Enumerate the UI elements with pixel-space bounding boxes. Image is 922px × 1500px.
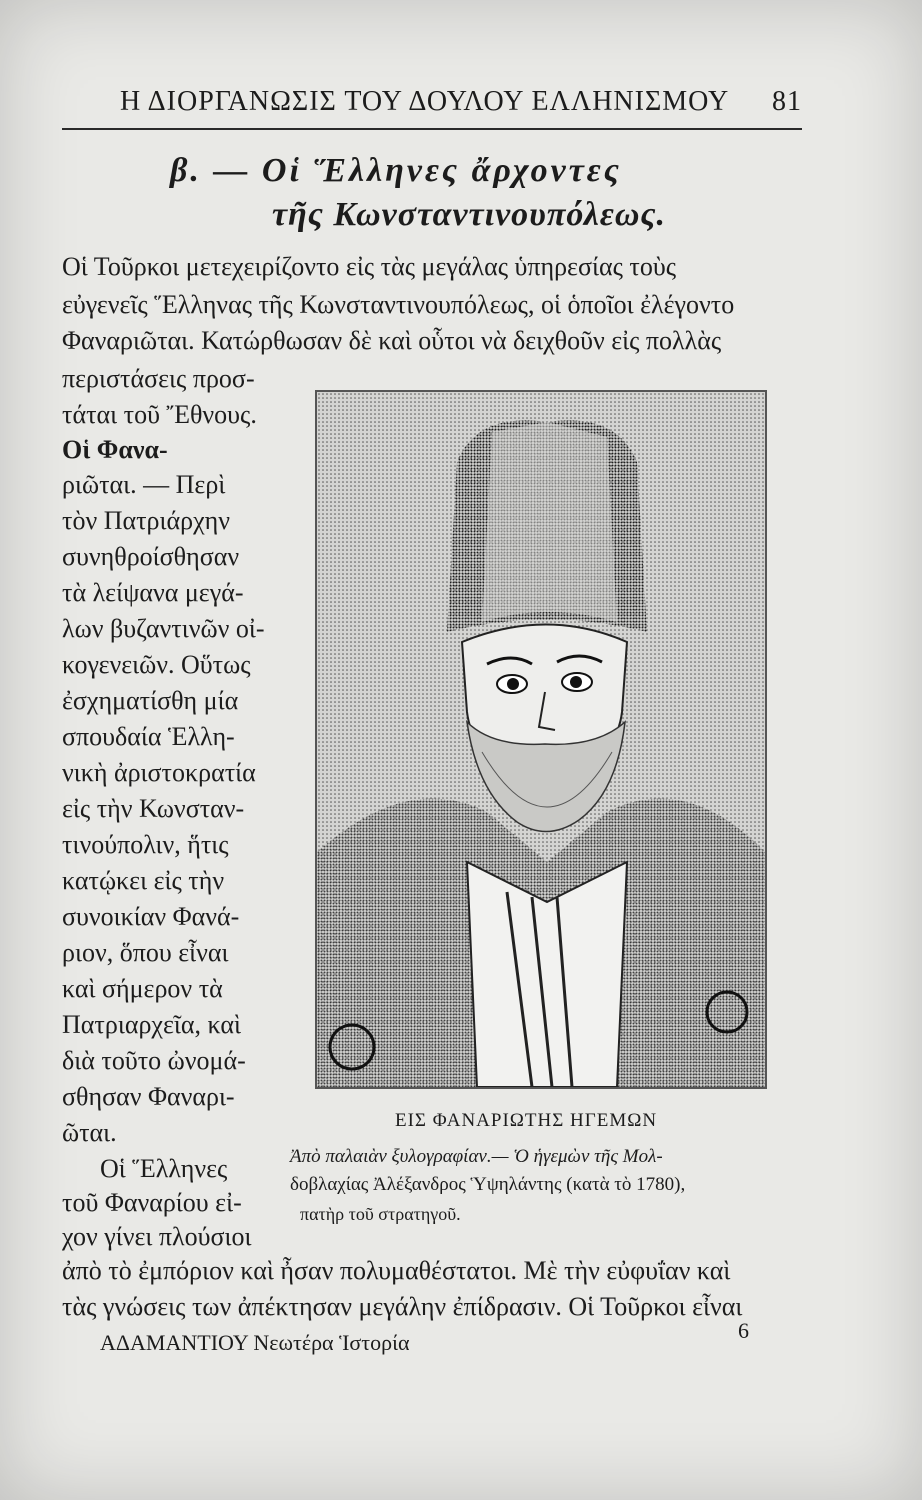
body-line: Πατριαρχεῖα, καὶ <box>62 1010 241 1039</box>
body-line: ριον, ὅπου εἶναι <box>62 938 229 967</box>
body-line: συνηθροίσθησαν <box>62 542 240 571</box>
body-line: τοῦ Φαναρίου εἰ- <box>62 1188 242 1217</box>
page-number: 81 <box>772 86 802 117</box>
body-line: χον γίνει πλούσιοι <box>62 1222 252 1251</box>
footer-signature: ΑΔΑΜΑΝΤΙΟΥ Νεωτέρα Ἱστορία <box>100 1330 410 1355</box>
body-line: ἀπὸ τὸ ἐμπόριον καὶ ἦσαν πολυμαθέστατοι. Μὲ τὴν εὐφυΐαν καὶ <box>62 1256 731 1285</box>
body-line: κογενειῶν. Οὕτως <box>62 650 251 679</box>
body-line: τὰ λείψανα μεγά- <box>62 578 244 607</box>
body-line: ριῶται. — Περὶ <box>62 470 226 499</box>
body-line: Οἱ Ἕλληνες <box>100 1154 228 1183</box>
running-title: Η ΔΙΟΡΓΑΝΩΣΙΣ ΤΟΥ ΔΟΥΛΟΥ ΕΛΛΗΝΙΣΜΟΥ <box>120 86 730 117</box>
body-line: εὐγενεῖς Ἕλληνας τῆς Κωνσταντινουπόλεως, οἱ ὁποῖοι ἐλέγοντο <box>62 290 735 319</box>
subheading-line: Οἱ Φανα- <box>62 435 168 464</box>
body-line: σθησαν Φαναρι- <box>62 1082 235 1111</box>
figure-caption-line: Ἀπὸ παλαιὰν ξυλογραφίαν.— Ὁ ἡγεμὼν τῆς Μολ- <box>290 1146 663 1167</box>
body-line: τάται τοῦ Ἔθνους. <box>62 400 257 429</box>
body-line: καὶ σήμερον τὰ <box>62 974 223 1003</box>
section-title-line2: τῆς Κωνσταντινουπόλεως. <box>272 196 667 233</box>
body-line: ῶται. <box>62 1118 117 1147</box>
body-line: ἐσχηματίσθη μία <box>62 686 239 715</box>
body-line: λων βυζαντινῶν οἰ- <box>62 614 265 643</box>
body-line: τινούπολιν, ἥτις <box>62 830 229 859</box>
figure-caption-line: πατὴρ τοῦ στρατηγοῦ. <box>300 1204 461 1224</box>
figure-caption-title: ΕΙΣ ΦΑΝΑΡΙΩΤΗΣ ΗΓΕΜΩΝ <box>395 1110 658 1131</box>
body-line: τὸν Πατριάρχην <box>62 506 231 535</box>
body-line: νικὴ ἀριστοκρατία <box>62 758 256 787</box>
section-title-line1: β. — Οἱ Ἕλληνες ἄρχοντες <box>170 152 622 189</box>
figure-caption-line: δοβλαχίας Ἀλέξανδρος Ὑψηλάντης (κατὰ τὸ 1780), <box>290 1174 686 1195</box>
portrait-illustration <box>317 392 765 1087</box>
body-line: κατῴκει εἰς τὴν <box>62 866 225 895</box>
sheet-number: 6 <box>738 1318 749 1343</box>
header-rule <box>62 128 802 130</box>
body-line: Φαναριῶται. Κατώρθωσαν δὲ καὶ οὗτοι νὰ δειχθοῦν εἰς πολλὰς <box>62 326 722 355</box>
body-line: τὰς γνώσεις των ἀπέκτησαν μεγάλην ἐπίδρασιν. Οἱ Τοῦρκοι εἶναι <box>62 1292 743 1321</box>
body-line: περιστάσεις προσ- <box>62 364 255 393</box>
body-line: Οἱ Τοῦρκοι μετεχειρίζοντο εἰς τὰς μεγάλας ὑπηρεσίας τοὺς <box>62 252 677 281</box>
body-line: διὰ τοῦτο ὠνομά- <box>62 1046 246 1075</box>
portrait-woodcut <box>315 390 767 1089</box>
body-line: εἰς τὴν Κωνσταν- <box>62 794 245 823</box>
body-line: σπουδαία Ἑλλη- <box>62 722 235 751</box>
running-header <box>110 82 810 122</box>
body-line: συνοικίαν Φανά- <box>62 902 240 931</box>
